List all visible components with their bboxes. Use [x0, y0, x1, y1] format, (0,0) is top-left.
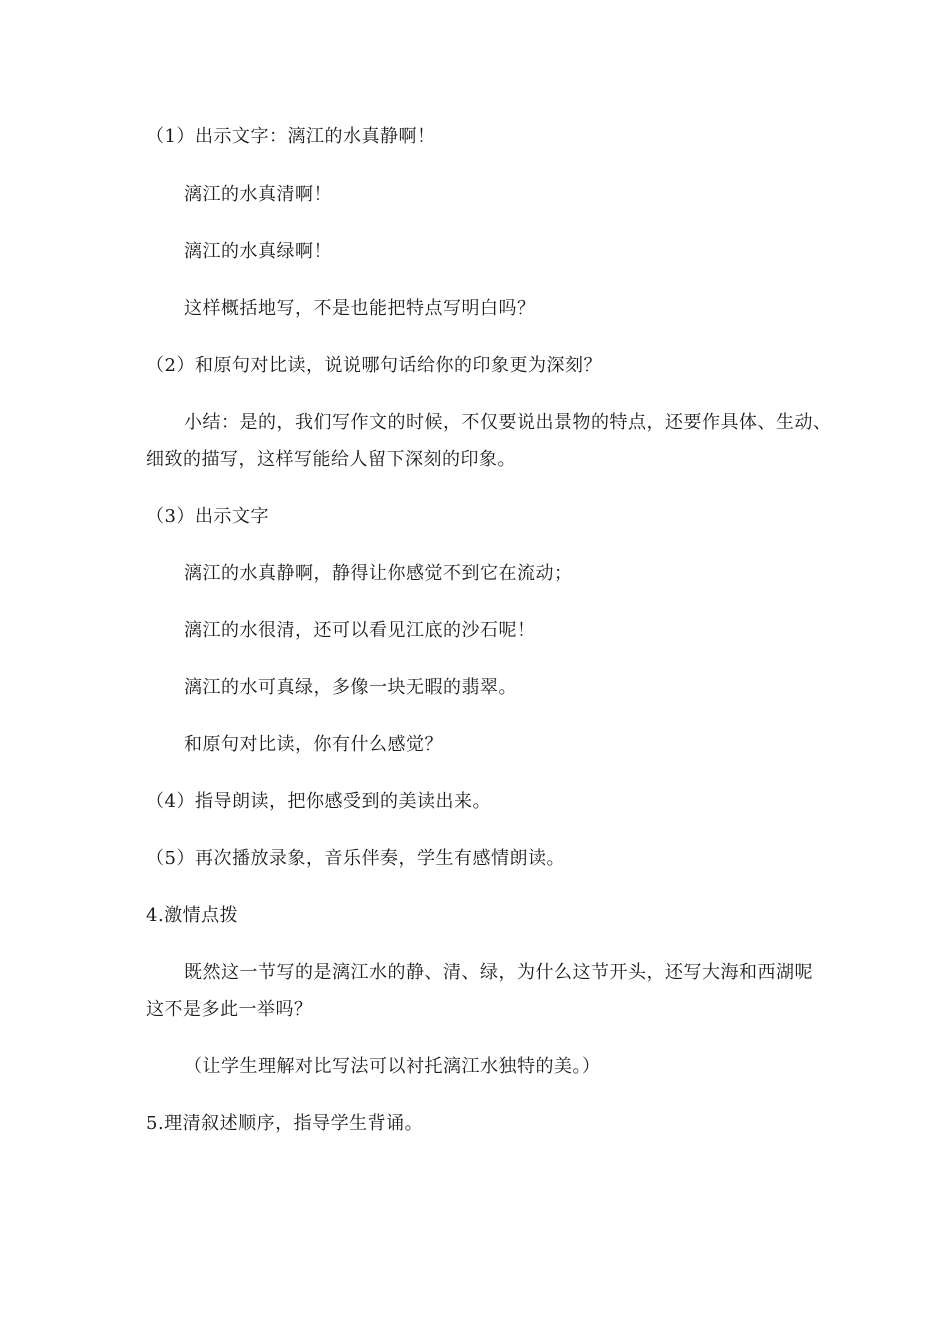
section-5-heading: 5.理清叙述顺序，指导学生背诵。	[146, 1113, 424, 1134]
step-3-heading: （3）出示文字	[146, 506, 269, 527]
text-line: 漓江的水真静啊，静得让你感觉不到它在流动；	[184, 563, 573, 584]
text-line: 漓江的水很清，还可以看见江底的沙石呢！	[184, 620, 536, 641]
step-2-heading: （2）和原句对比读，说说哪句话给你的印象更为深刻？	[146, 355, 602, 376]
summary-line: 小结：是的，我们写作文的时候，不仅要说出景物的特点，还要作具体、生动、	[184, 412, 832, 433]
step-4-heading: （4）指导朗读，把你感受到的美读出来。	[146, 791, 491, 812]
text-line: 和原句对比读，你有什么感觉？	[184, 734, 443, 755]
question-line-cont: 这不是多此一举吗？	[146, 999, 313, 1020]
note-line: （让学生理解对比写法可以衬托漓江水独特的美。）	[184, 1056, 601, 1077]
summary-line-cont: 细致的描写，这样写能给人留下深刻的印象。	[146, 449, 516, 470]
text-line: 漓江的水真清啊！	[184, 184, 332, 205]
section-4-heading: 4.激情点拨	[146, 905, 239, 926]
text-line: 这样概括地写，不是也能把特点写明白吗？	[184, 298, 536, 319]
text-line: 漓江的水真绿啊！	[184, 241, 332, 262]
step-1-heading: （1）出示文字：漓江的水真静啊！	[146, 126, 436, 147]
text-line: 漓江的水可真绿，多像一块无暇的翡翠。	[184, 677, 517, 698]
step-5-heading: （5）再次播放录象，音乐伴奏，学生有感情朗读。	[146, 848, 565, 869]
question-line: 既然这一节写的是漓江水的静、清、绿，为什么这节开头，还写大海和西湖呢	[184, 962, 813, 983]
